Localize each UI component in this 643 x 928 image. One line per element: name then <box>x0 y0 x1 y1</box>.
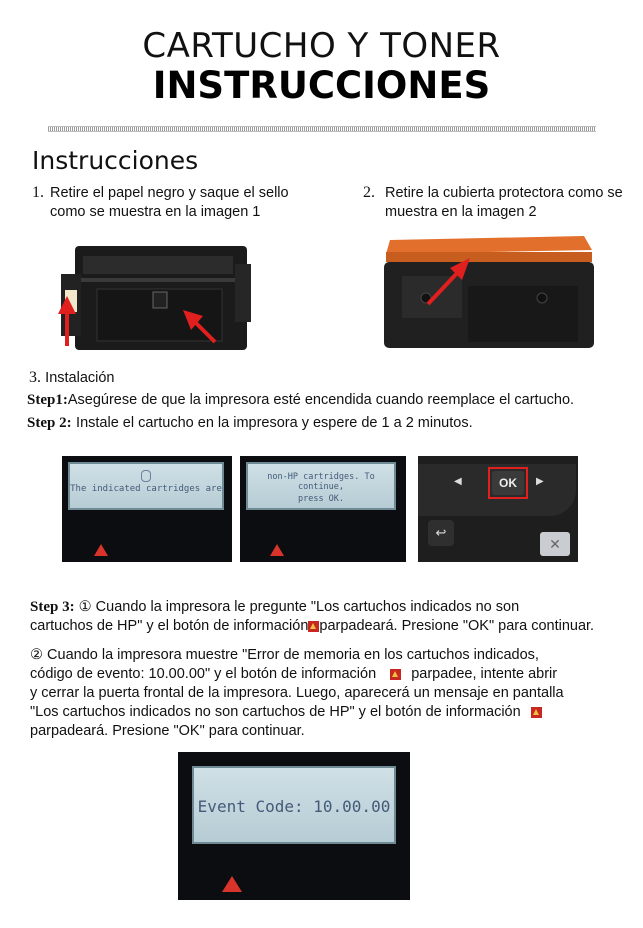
cartridge-image-2 <box>378 226 600 354</box>
step3-marker-1: ① <box>78 599 92 615</box>
step2-line-text: Instale el cartucho en la impresora y espere de 1 a 2 minutos. <box>76 415 473 431</box>
printer-screen-1 <box>62 456 232 562</box>
step3-paragraph-1 <box>30 598 640 636</box>
title-line1: CARTUCHO Y TONER <box>142 26 501 66</box>
step3-p2-b: código de evento: 10.00.00" y el botón de información <box>30 666 377 682</box>
event-code-screen <box>178 752 410 900</box>
step3-p1-a: Cuando la impresora le pregunte "Los cartuchos indicados no son <box>95 599 520 615</box>
step3-p2-c: parpadee, intente abrir <box>411 666 558 682</box>
printer-screen-2 <box>240 456 406 562</box>
lcd-display-2 <box>246 462 396 510</box>
step1-line-text: Asegúrese de que la impresora esté encendida cuando reemplace el cartucho. <box>67 392 575 408</box>
lcd-display-1 <box>68 462 224 510</box>
step3-p1-c: parpadeará. Presione "OK" para continuar. <box>319 618 595 634</box>
left-arrow-icon: ◀ <box>454 476 462 487</box>
divider <box>48 126 596 132</box>
control-panel <box>418 456 578 562</box>
step2-number: 2. <box>363 184 375 201</box>
step3-p1-b: cartuchos de HP" y el botón de información <box>30 618 309 634</box>
cartridge-image-1 <box>55 234 255 359</box>
info-button-icon <box>390 669 401 680</box>
step1-line <box>27 391 574 410</box>
step3-paragraph-2 <box>30 646 640 741</box>
install-label: Instalación <box>45 370 115 386</box>
step3-marker-2: ② <box>30 647 43 663</box>
step3-p2-a: Cuando la impresora muestre "Error de memoria en los cartuchos indicados, <box>47 647 539 663</box>
step2-text: Retire la cubierta protectora como se muestra en la imagen 2 <box>385 185 623 220</box>
info-button-icon <box>308 621 319 632</box>
info-icon <box>141 470 151 482</box>
title-line2: INSTRUCCIONES <box>152 64 491 107</box>
warning-icon <box>94 544 108 556</box>
install-heading <box>29 369 115 387</box>
step3-p2-e: "Los cartuchos indicados no son cartuchos de HP" y el botón de información <box>30 704 521 720</box>
back-icon[interactable]: ↩ <box>428 520 454 546</box>
step2-label: Step 2: <box>27 415 72 431</box>
right-arrow-icon: ▶ <box>536 476 544 487</box>
install-number: 3. <box>29 369 41 386</box>
step3-p2-f: parpadeará. Presione "OK" para continuar. <box>30 723 305 739</box>
step1-label: Step1: <box>27 392 68 408</box>
step1-number: 1. <box>32 184 44 201</box>
step3-label: Step 3: <box>30 599 75 615</box>
step1-text: Retire el papel negro y saque el sello como se muestra en la imagen 1 <box>50 185 289 220</box>
info-button-icon <box>531 707 542 718</box>
lcd2-line1: non-HP cartridges. To continue, <box>267 472 375 492</box>
lcd2-line2: press OK. <box>297 494 345 504</box>
lcd1-text: The indicated cartridges are <box>70 484 222 494</box>
event-code-display: Event Code: 10.00.00 <box>192 766 396 844</box>
section-title: Instrucciones <box>32 146 199 175</box>
warning-icon <box>222 876 242 892</box>
step3-p2-d: y cerrar la puerta frontal de la impresora. Luego, aparecerá un mensaje en pantalla <box>30 685 564 701</box>
cancel-x-icon[interactable]: ✕ <box>540 532 570 556</box>
warning-icon <box>270 544 284 556</box>
step2-line <box>27 414 473 433</box>
ok-button[interactable]: OK <box>492 471 524 495</box>
